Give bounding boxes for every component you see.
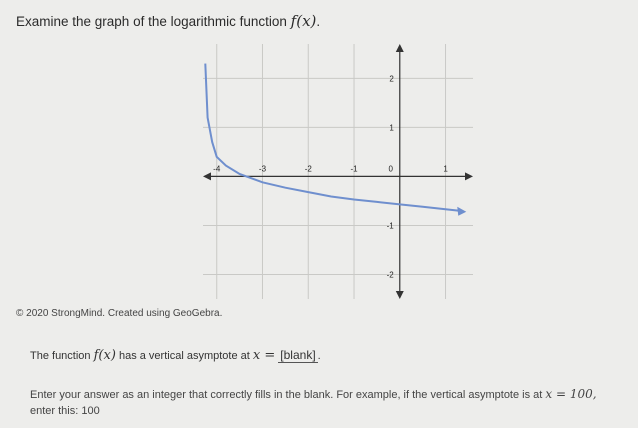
y-tick-label: 1 [389,123,394,133]
x-tick-label: -1 [350,164,358,174]
x-tick-label: -4 [213,164,221,174]
logarithmic-graph [203,44,473,299]
instructions-line2: enter this: 100 [30,405,100,417]
instructions-line1: Enter your answer as an integer that correctly fills in the blank. For example, if the vertical asymptote is at [30,389,543,401]
instructions [30,386,630,419]
instructions-example: x = 100, [545,387,597,401]
prompt-text: Examine the graph of the logarithmic function [16,14,287,29]
graph-credit: © 2020 StrongMind. Created using GeoGebra. [16,308,223,319]
statement-end: . [317,350,321,362]
question-prompt [16,12,320,30]
statement-before: The function [30,350,91,362]
x-tick-label: 1 [443,164,448,174]
x-tick-label: -2 [304,164,312,174]
x-tick-label: 0 [388,164,394,174]
statement-function: f(x) [93,348,116,363]
statement-equation: x = [252,348,276,363]
prompt-function: f(x) [290,12,317,30]
graph-background [203,44,473,299]
x-tick-label: -3 [258,164,267,174]
asymptote-statement [30,348,321,363]
prompt-end: . [316,14,321,29]
statement-middle: has a vertical asymptote at [118,350,250,362]
answer-blank[interactable]: [blank] [280,348,316,362]
y-tick-label: 2 [389,74,394,84]
y-tick-label: -1 [386,221,394,231]
y-tick-label: -2 [386,270,394,280]
